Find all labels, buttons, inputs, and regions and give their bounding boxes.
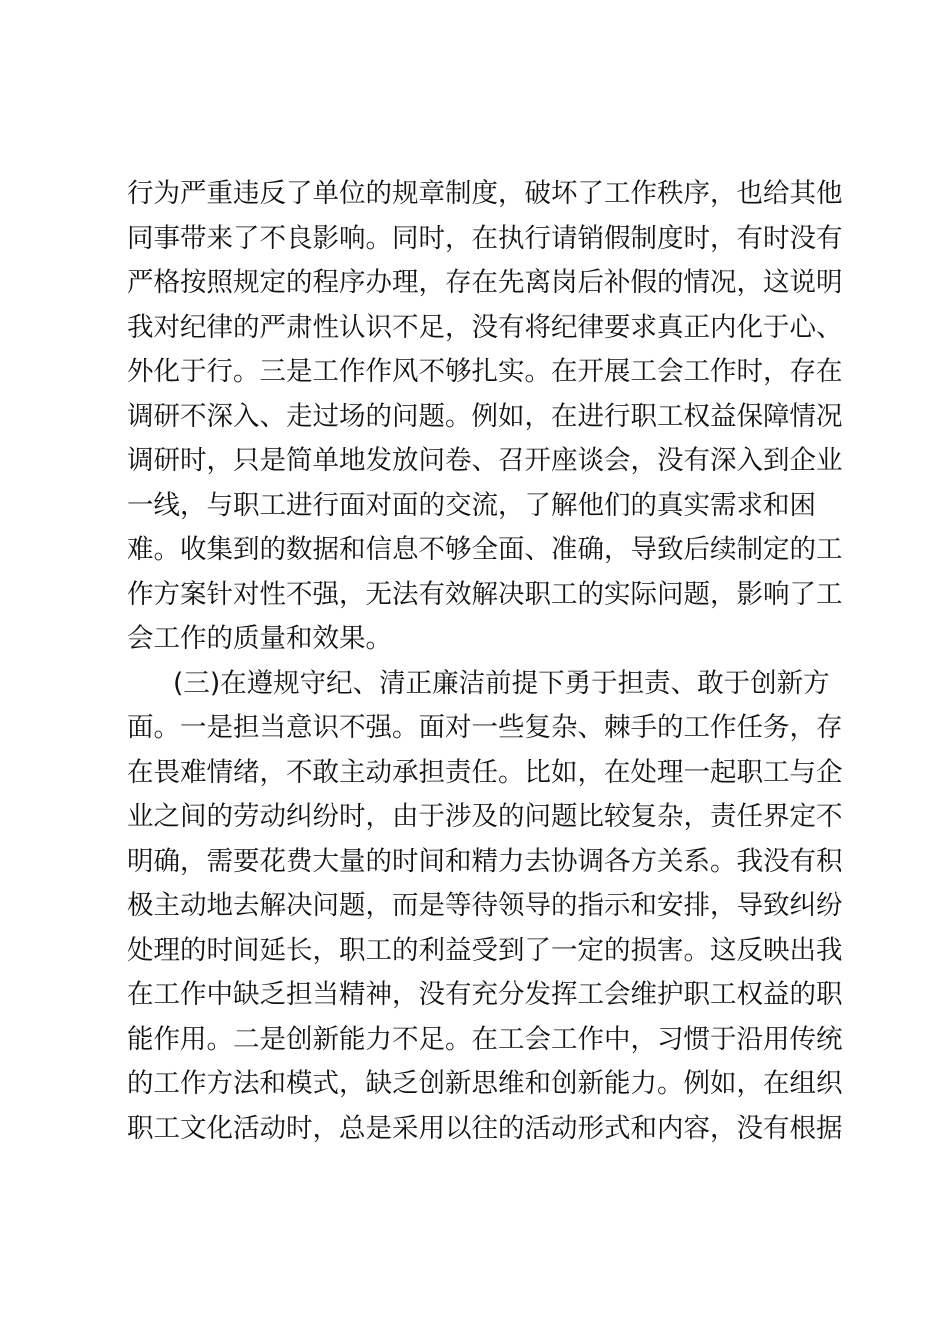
text-line: 职工文化活动时，总是采用以往的活动形式和内容，没有根据 <box>127 1112 843 1144</box>
text-line: 外化于行。三是工作作风不够扎实。在开展工会工作时，存在 <box>127 356 843 387</box>
text-line: 业之间的劳动纠纷时，由于涉及的问题比较复杂，责任界定不 <box>127 801 843 832</box>
text-line: 会工作的质量和效果。 <box>127 623 392 654</box>
text-line: 调研时，只是简单地发放问卷、召开座谈会，没有深入到企业 <box>127 445 843 476</box>
text-line: 在畏难情绪，不敢主动承担责任。比如，在处理一起职工与企 <box>127 756 843 788</box>
text-line: 能作用。二是创新能力不足。在工会工作中，习惯于沿用传统 <box>127 1023 843 1055</box>
text-line: 处理的时间延长，职工的利益受到了一定的损害。这反映出我 <box>127 934 843 966</box>
body-text <box>127 172 843 1151</box>
text-line: 同事带来了不良影响。同时，在执行请销假制度时，有时没有 <box>127 222 843 254</box>
text-line: 作方案针对性不强，无法有效解决职工的实际问题，影响了工 <box>127 578 843 610</box>
text-line: 的工作方法和模式，缺乏创新思维和创新能力。例如，在组织 <box>127 1068 843 1099</box>
text-line: 我对纪律的严肃性认识不足，没有将纪律要求真正内化于心、 <box>127 311 843 343</box>
text-line: 调研不深入、走过场的问题。例如，在进行职工权益保障情况 <box>127 400 843 432</box>
text-line: 严格按照规定的程序办理，存在先离岗后补假的情况，这说明 <box>127 267 843 298</box>
text-line: 行为严重违反了单位的规章制度，破坏了工作秩序，也给其他 <box>127 178 843 209</box>
text-line: 难。收集到的数据和信息不够全面、准确，导致后续制定的工 <box>127 534 843 565</box>
text-line: 明确，需要花费大量的时间和精力去协调各方关系。我没有积 <box>127 845 843 877</box>
section-heading-line: (三)在遵规守纪、清正廉洁前提下勇于担责、敢于创新方 <box>173 667 830 699</box>
text-line: 一线，与职工进行面对面的交流，了解他们的真实需求和困 <box>127 489 816 521</box>
text-line: 在工作中缺乏担当精神，没有充分发挥工会维护职工权益的职 <box>127 979 843 1010</box>
text-line: 极主动地去解决问题，而是等待领导的指示和安排，导致纠纷 <box>127 890 843 921</box>
text-line: 面。一是担当意识不强。面对一些复杂、棘手的工作任务，存 <box>127 712 843 743</box>
